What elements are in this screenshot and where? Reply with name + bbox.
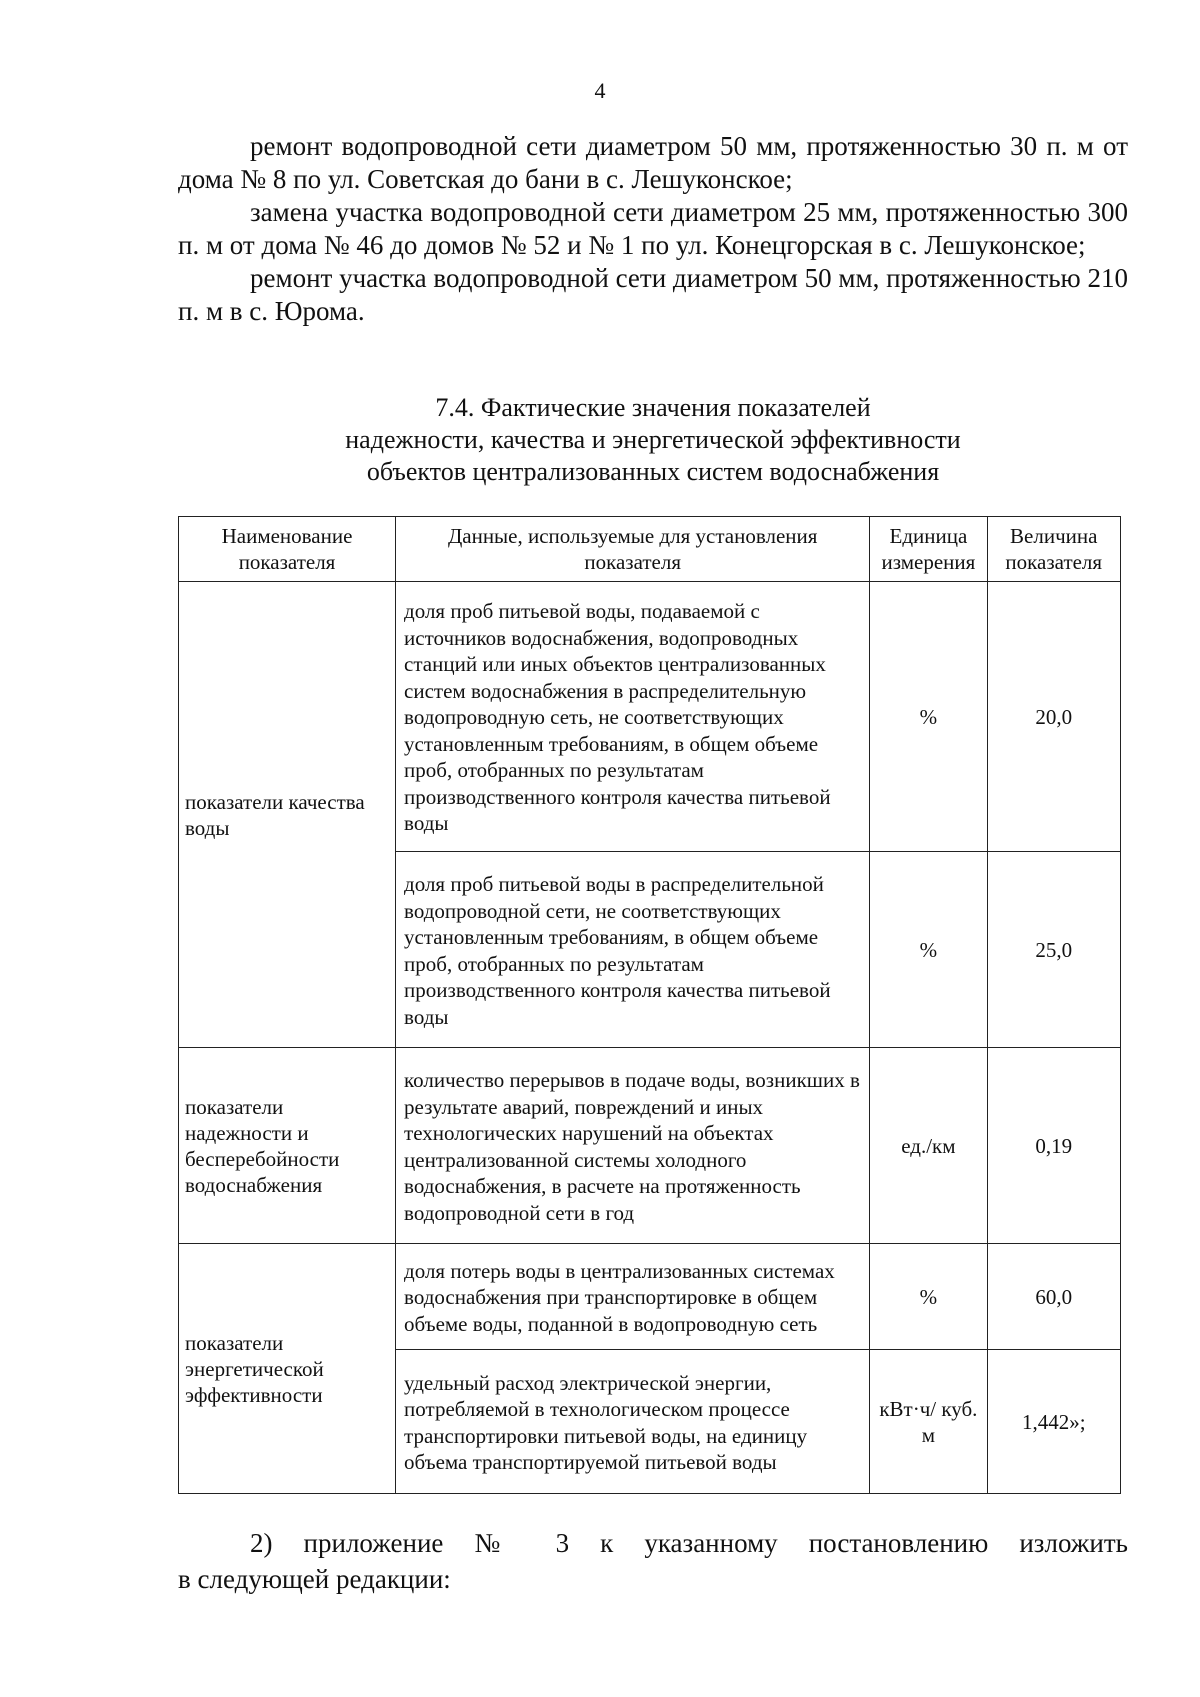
row-unit: ед./км	[870, 1048, 987, 1244]
heading-line: надежности, качества и энергетической эффективности	[345, 425, 961, 454]
heading-line: объектов централизованных систем водоснабжения	[366, 457, 940, 486]
row-value: 1,442»;	[987, 1350, 1121, 1494]
heading-line: 7.4. Фактические значения показателей	[435, 393, 871, 422]
paragraph-repair-sovetskaya: ремонт водопроводной сети диаметром 50 мм, протяженностью 30 п. м от дома № 8 по ул. Советская до бани в с. Лешуконское;	[178, 131, 1128, 194]
indicators-table	[178, 516, 1121, 1494]
section-heading	[178, 392, 1128, 488]
row-value: 60,0	[987, 1244, 1121, 1350]
intro-text	[178, 130, 1128, 328]
table-row	[179, 582, 1121, 852]
closing-line: 2) приложение № 3 к указанному постановлению изложить	[250, 1528, 1128, 1558]
header-value: Величина показателя	[987, 517, 1121, 582]
closing-line: в следующей редакции:	[178, 1564, 451, 1594]
row-description: количество перерывов в подаче воды, возникших в результате аварий, повреждений и иных технологических нарушений на объектах централизованной системы холодного водоснабжения, в расчете на протяженность водопроводной сети в год	[396, 1048, 870, 1244]
page-number: 4	[594, 78, 606, 103]
header-indicator-name: Наименование показателя	[179, 517, 396, 582]
table-row	[179, 1244, 1121, 1350]
row-unit: %	[870, 1244, 987, 1350]
group-name-reliability: показатели надежности и бесперебойности водоснабжения	[179, 1048, 396, 1244]
paragraph-repair-yuroma: ремонт участка водопроводной сети диаметром 50 мм, протяженностью 210 п. м в с. Юрома.	[178, 263, 1128, 326]
row-value: 0,19	[987, 1048, 1121, 1244]
row-value: 25,0	[987, 852, 1121, 1048]
row-unit: кВт·ч/ куб. м	[870, 1350, 987, 1494]
table-row	[179, 1048, 1121, 1244]
row-value: 20,0	[987, 582, 1121, 852]
group-name-quality: показатели качества воды	[179, 582, 396, 1048]
paragraph-replace-konetsgorskaya: замена участка водопроводной сети диаметром 25 мм, протяженностью 300 п. м от дома № 46 до домов № 52 и № 1 по ул. Конецгорская в с. Лешуконское;	[178, 197, 1128, 260]
header-data-used: Данные, используемые для установления показателя	[396, 517, 870, 582]
group-name-energy: показатели энергетической эффективности	[179, 1244, 396, 1494]
row-description: доля проб питьевой воды в распределительной водопроводной сети, не соответствующих установленным требованиям, в общем объеме проб, отобранных по результатам производственного контроля качества питьевой воды	[396, 852, 870, 1048]
closing-text	[178, 1525, 1128, 1597]
header-unit: Единица измерения	[870, 517, 987, 582]
table-header-row	[179, 517, 1121, 582]
row-description: доля проб питьевой воды, подаваемой с источников водоснабжения, водопроводных станций или иных объектов централизованных систем водоснабжения в распределительную водопроводную сеть, не соответствующих установленным требованиям, в общем объеме проб, отобранных по результатам производственного контроля качества питьевой воды	[396, 582, 870, 852]
row-unit: %	[870, 582, 987, 852]
row-description: удельный расход электрической энергии, потребляемой в технологическом процессе транспортировки питьевой воды, на единицу объема транспортируемой питьевой воды	[396, 1350, 870, 1494]
row-description: доля потерь воды в централизованных системах водоснабжения при транспортировке в общем объеме воды, поданной в водопроводную сеть	[396, 1244, 870, 1350]
row-unit: %	[870, 852, 987, 1048]
